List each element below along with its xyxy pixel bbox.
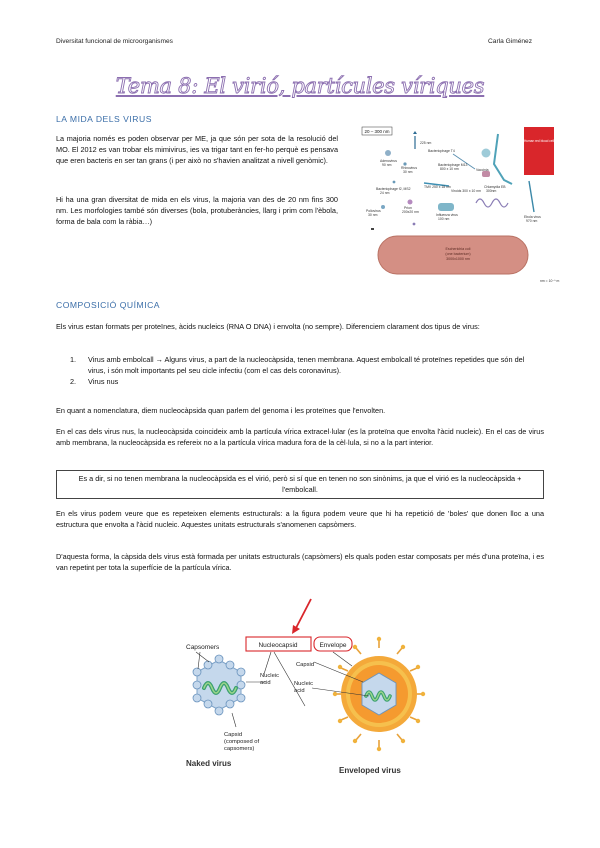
section-heading-composition: COMPOSICIÓ QUÍMICA	[56, 300, 161, 310]
label-capsomers: Capsomers	[186, 644, 220, 651]
svg-text:30 nm: 30 nm	[403, 170, 413, 174]
paragraph-size-1: La majoria només es poden observar per ME, ja que són per sota de la resolució del MO. El 2012 es van trobar els mimivirus, ies va trigar tant en fer-ho perquè es pensava que eren bacteris en ser tan grans (i per això no s'havien analitzat a nivell genòmic).	[56, 134, 338, 166]
virus-size-figure	[358, 124, 560, 286]
paragraph-naked-viruses: En el cas dels virus nus, la nucleocàpsida coincideix amb la partícula vírica extracel·lular (es la proteïna que envolta l'àcid nucleic). En el cas de virus amb membrana, la nucleocàpsida es refereix no a la partícula vírica madura fora de la cèl·lula, si no a la part interior.	[56, 427, 544, 448]
svg-text:30 nm: 30 nm	[368, 213, 378, 217]
enveloped-virus-drawing	[333, 637, 425, 751]
caption-naked-virus: Naked virus	[186, 759, 232, 768]
label-viroids: Viroids 300 x 10 nm	[451, 189, 481, 193]
svg-text:200x20 nm: 200x20 nm	[402, 210, 419, 214]
label-influenza: Influenza virus	[436, 213, 458, 217]
label-prion: Prion	[404, 206, 412, 210]
label-nucleic-acid-left: Nucleic	[260, 673, 280, 679]
svg-text:(one bacterium): (one bacterium)	[445, 252, 471, 256]
label-nucleic-acid-right: Nucleic	[294, 681, 314, 687]
label-capsid-composed: Capsid	[224, 732, 243, 738]
svg-text:Escherichia coli: Escherichia coli	[445, 247, 471, 251]
page-title: Tema 8: El virió, partícules víriques	[115, 74, 485, 98]
virus-types-list	[70, 354, 540, 388]
header-author: Carla Giménez	[488, 38, 532, 45]
label-rhinovirus: Rhinovirus	[401, 166, 418, 170]
list-item: 1. Virus amb embolcall → Alguns virus, a part de la nucleocàpsida, tenen membrana. Aquest embolcall té proteïnes repetides que són del virus, i són molt importants pel seu cicle infectiu (com el cas dels coronavirus).	[70, 355, 525, 376]
paragraph-composition-intro: Els virus estan formats per proteïnes, àcids nucleics (RNA O DNA) i envolta (no sempre). Diferenciem clarament dos tipus de virus:	[56, 322, 480, 331]
section-heading-size: LA MIDA DELS VIRUS	[56, 114, 152, 124]
svg-text:300nm: 300nm	[486, 189, 497, 193]
label-poliovirus: Poliovirus	[366, 209, 381, 213]
range-label: 20 – 300 nm	[364, 129, 390, 134]
list-item: 2. Virus nus	[70, 377, 119, 387]
virus-structure-figure	[174, 596, 464, 776]
red-blood-cell-label: Human red blood cell	[523, 139, 555, 143]
paragraph-structure: En els virus podem veure que es repeteixen elements estructurals: a la figura podem veure que hi ha repetició de 'boles' que donen lloc a una estructura que envolta a l'àcid nucleic. Aquestes unitats estructurals s'anomenen capsòmers.	[56, 509, 544, 530]
svg-text:acid: acid	[260, 680, 271, 686]
label-225nm: 225 nm	[420, 141, 432, 145]
label-vaccinia: Vaccinia	[476, 168, 489, 172]
paragraph-capsid: D'aquesta forma, la càpsida dels virus està formada per unitats estructurals (capsòmers) els quals poden estar composats per més d'una proteïna, i es van repetint per tota la superfície de la partícula vírica.	[56, 552, 544, 573]
svg-text:(composed of: (composed of	[224, 739, 260, 745]
svg-text:800 x 10 nm: 800 x 10 nm	[440, 167, 459, 171]
label-t4: Bacteriophage T4	[428, 149, 455, 153]
label-m13: Bacteriophage M13	[438, 163, 468, 167]
naked-virus-drawing	[193, 655, 245, 715]
label-adenovirus: Adenovirus	[380, 159, 397, 163]
red-arrow	[296, 599, 311, 628]
svg-text:100 nm: 100 nm	[438, 217, 450, 221]
label-ebola: Ebola virus	[524, 215, 541, 219]
label-scale: nm = 10⁻⁹ m	[540, 279, 560, 283]
svg-text:24 nm: 24 nm	[380, 191, 390, 195]
label-nucleocapsid: Nucleocapsid	[258, 642, 298, 649]
highlight-box: Es a dir, si no tenen membrana la nucleocàpsida es el virió, però si sí que en tenen no son sinònims, ja que el virió es la nucleocàpsida + l'embolcall.	[56, 470, 544, 499]
paragraph-size-2: Hi ha una gran diversitat de mida en els virus, la majoria van des de 20 nm fins 300 nm. Les morfologies també són diverses (bola, protuberàncies, llarg i prim com l'èbola, forma de bala com la ràbia…)	[56, 195, 338, 227]
svg-text:90 nm: 90 nm	[382, 163, 392, 167]
label-capsid-right: Capsid	[296, 662, 315, 668]
svg-text:acid: acid	[294, 688, 305, 694]
label-tmv: TMV 250 x 18 nm	[424, 185, 451, 189]
svg-text:capsomers): capsomers)	[224, 746, 255, 752]
svg-text:3000x1000 nm: 3000x1000 nm	[446, 257, 470, 261]
header-course: Diversitat funcional de microorganismes	[56, 38, 173, 45]
paragraph-nomenclature: En quant a nomenclatura, diem nucleocàpsida quan parlem del genoma i les proteïnes que l'envolten.	[56, 406, 386, 415]
label-envelope: Envelope	[319, 642, 347, 649]
red-blood-cell	[524, 127, 554, 175]
caption-enveloped-virus: Enveloped virus	[339, 766, 401, 775]
svg-text:970 nm: 970 nm	[526, 219, 538, 223]
label-chlamydia: Chlamydia EB	[484, 185, 506, 189]
label-ms2: Bacteriophage f2, MS2	[376, 187, 411, 191]
